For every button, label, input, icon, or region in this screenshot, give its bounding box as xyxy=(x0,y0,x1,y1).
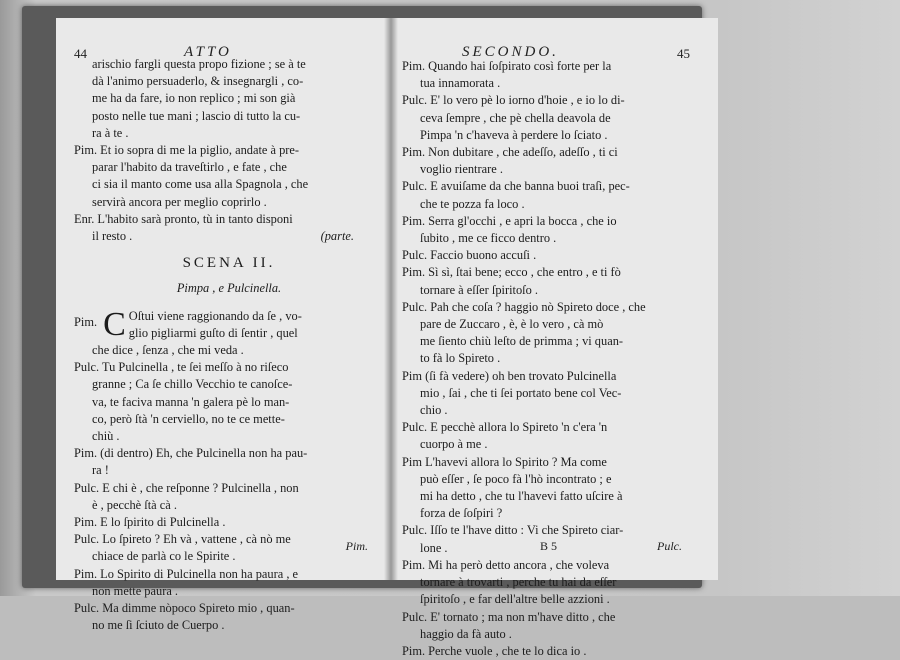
open-book xyxy=(22,6,702,658)
text-line: Pim. Quando hai ſoſpirato così forte per la xyxy=(402,59,612,73)
text-line: Pimpa 'n c'haveva à perdere lo ſciato . xyxy=(420,127,608,142)
text-line: ſpiritoſo , e far dell'altre belle azzioni . xyxy=(420,592,610,607)
text-line: haggio da fà auto . xyxy=(420,626,512,641)
left-catchword: Pim. xyxy=(345,539,368,553)
text-line: to fà lo Spireto . xyxy=(420,351,501,366)
text-line: co, però ſtà 'n cerviello, no te ce mette- xyxy=(92,411,285,426)
text-line: va, te faciva manna 'n galera pè lo man- xyxy=(92,394,290,409)
text-line: mi ha detto , che tu l'havevi fatto uſcire à xyxy=(420,489,623,504)
signature-mark: B 5 xyxy=(540,539,558,553)
text-line: Pim. Perche vuole , che te lo dica io . xyxy=(402,643,587,658)
text-line: Pim. (di dentro) Eh, che Pulcinella non ha pau- xyxy=(74,446,308,461)
text-line: ceva ſempre , che pè chella deavola de xyxy=(420,110,611,125)
text-line: Pulc. E' tornato ; ma non m'have ditto , che xyxy=(402,609,616,624)
text-line: Pim. Et io sopra di me la piglio, andate à pre- xyxy=(74,143,300,158)
text-line: no me ſi ſciuto de Cuerpo . xyxy=(92,618,225,633)
text-line: Pulc. E avuiſame da che banna buoi traſì, pec- xyxy=(402,179,630,194)
text-line: servirà ancora per meglio coprirlo . xyxy=(92,194,267,209)
scene-persons: Pimpa , e Pulcinella. xyxy=(176,281,282,296)
text-line: Pulc. Ma dimme nòpoco Spireto mio , quan- xyxy=(74,601,295,616)
text-line: me ha da fare, io non replico ; mi son già xyxy=(92,91,296,106)
left-text-block xyxy=(74,56,384,635)
right-running-head: SECONDO. xyxy=(462,44,559,60)
left-page xyxy=(56,18,391,633)
book-gutter xyxy=(384,18,398,580)
text-line: Pulc. Lo ſpireto ? Eh và , vattene , cà nò me xyxy=(74,532,291,547)
text-line: Pim. Mi ha però detto ancora , che voleva xyxy=(402,557,610,572)
text-line: Pulc. E pecchè allora lo Spireto 'n c'era 'n xyxy=(402,420,608,435)
text-line: cuorpo à me . xyxy=(420,437,488,452)
text-line: chio . xyxy=(420,403,448,418)
text-line: lone . xyxy=(420,540,448,555)
text-line: che te pozza fa loco . xyxy=(420,196,525,211)
text-line: Oſtui viene raggionando da ſe , vo- xyxy=(128,308,302,323)
text-line: glio pigliarmi guſto di ſentir , quel xyxy=(128,325,298,340)
text-line: posto nelle tue mani ; lascio di tutto la cu- xyxy=(92,108,301,123)
right-page-number: 45 xyxy=(677,46,690,61)
text-line: ſubito , me ce ficco dentro . xyxy=(420,231,557,246)
text-line: parar l'habito da traveſtirlo , e fate , che xyxy=(92,160,287,175)
text-line: mio , ſai , che ti ſei portato bene col Vec- xyxy=(420,385,622,400)
text-line xyxy=(74,228,384,245)
text-line: chiace de parlà co le Spirite . xyxy=(92,549,236,564)
text-line: Pim. Non dubitare , che adeſſo, adeſſo , ti ci xyxy=(402,145,618,160)
text-line: Pulc. Iſſo te l'have ditto : Vi che Spireto ciar- xyxy=(402,523,624,538)
text-line: pare de Zuccaro , è, è lo vero , cà mò xyxy=(420,317,604,332)
text-line: granne ; Ca ſe chillo Vecchio te canoſce- xyxy=(92,377,293,392)
dropcap-paragraph xyxy=(74,305,384,343)
text-line: ci sia il manto come usa alla Spagnola , che xyxy=(92,177,309,192)
text-line: ra à te . xyxy=(92,125,129,140)
text-line: Pim. Lo Spirito di Pulcinella non ha paura , e xyxy=(74,566,299,581)
text-line: voglio rientrare . xyxy=(420,162,503,177)
right-text-block xyxy=(402,58,708,660)
text-line: Enr. L'habito sarà pronto, tù in tanto disponi xyxy=(74,211,293,226)
text-line: Pim L'havevi allora lo Spirito ? Ma come xyxy=(402,454,607,469)
left-page-number: 44 xyxy=(74,46,87,61)
text-line: non mette paura . xyxy=(92,583,179,598)
text-line: dà l'animo persuaderlo, & insegnargli , co- xyxy=(92,74,304,89)
text-line: Pim. Serra gl'occhi , e apri la bocca , che io xyxy=(402,213,617,228)
left-running-head: ATTO xyxy=(184,44,232,60)
text-line: forza de ſoſpiri ? xyxy=(420,506,503,521)
drop-cap-letter: C xyxy=(103,305,126,343)
text-line: Pulc. Faccio buono accuſi . xyxy=(402,248,537,263)
text-line: Pulc. Tu Pulcinella , te ſei meſſo à no riſeco xyxy=(74,360,289,375)
text-line: tua innamorata . xyxy=(420,76,501,91)
text-line: tornare à eſſer ſpiritoſo . xyxy=(420,282,539,297)
text-line: è , pecchè ſtà cà . xyxy=(92,497,177,512)
text-segment: il resto . xyxy=(92,229,133,244)
scene-title: SCENA II. xyxy=(182,255,276,272)
text-line: ra ! xyxy=(92,463,109,478)
text-line: chiù . xyxy=(92,429,120,444)
text-line: Pulc. E' lo vero pè lo iorno d'hoie , e io lo di- xyxy=(402,93,625,108)
right-page xyxy=(390,18,718,658)
text-line: Pim. Sì sì, ſtai bene; ecco , che entro , e ti fò xyxy=(402,265,621,280)
text-line: Pim (ſi fà vedere) oh ben trovato Pulcinella xyxy=(402,368,617,383)
right-catchword: Pulc. xyxy=(657,539,682,553)
speaker-label: Pim. xyxy=(74,314,98,329)
text-line: che dice , ſenza , che mi veda . xyxy=(92,343,244,358)
text-line: arischio fargli questa propo fizione ; se à te xyxy=(92,57,306,71)
text-line: me ſiento chiù leſto de primma ; vi quan- xyxy=(420,334,624,349)
text-line: Pim. E lo ſpirito di Pulcinella . xyxy=(74,515,226,530)
exit-stage-direction: (parte. xyxy=(320,229,354,244)
text-line: Pulc. Pah che coſa ? haggio nò Spireto doce , che xyxy=(402,299,646,314)
text-line: può eſſer , ſe poco fà l'hò incontrato ; e xyxy=(420,471,612,486)
text-line: Pulc. E chi è , che reſponne ? Pulcinella , non xyxy=(74,480,299,495)
text-line: tornare à trovarti , perche tu hai da eſſer xyxy=(420,575,617,590)
